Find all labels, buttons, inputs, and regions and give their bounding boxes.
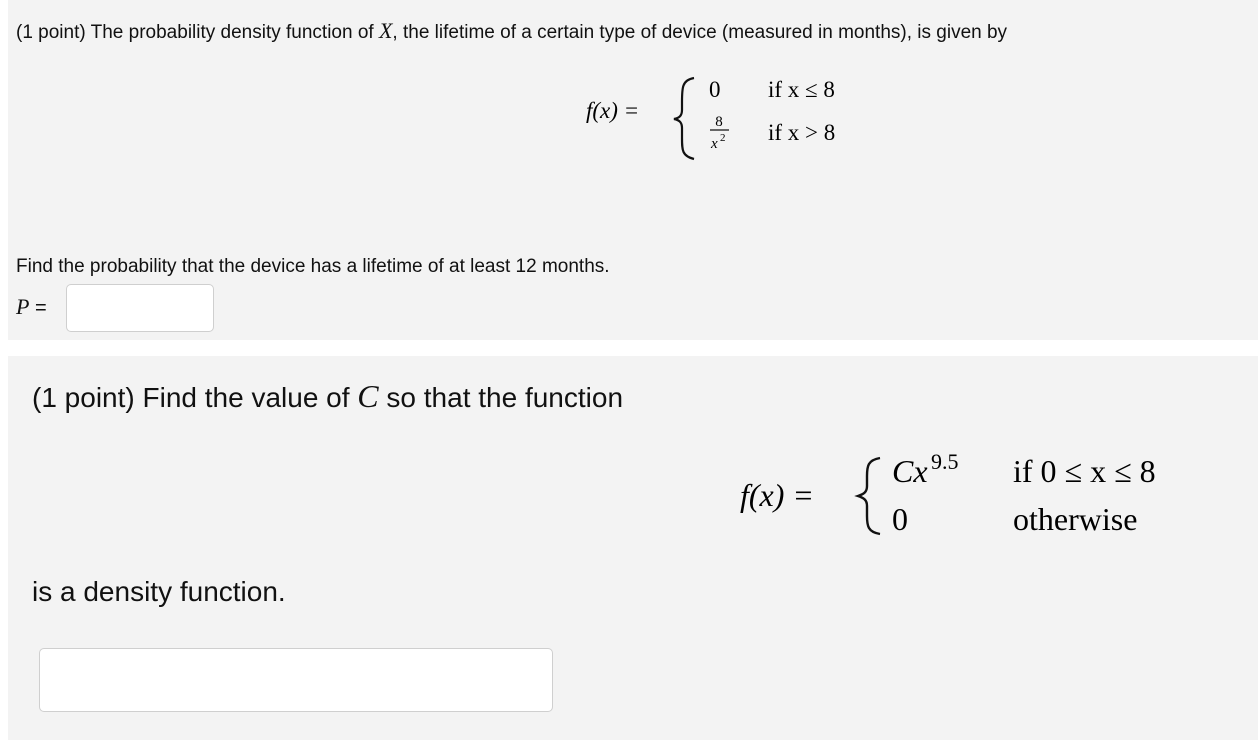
case2-condition: if x > 8 — [768, 120, 836, 145]
problem-1-variable: X — [378, 18, 393, 43]
problem-1-intro-text: (1 point) The probability density function of — [16, 22, 379, 43]
case2-denominator: x — [711, 136, 718, 152]
case1-condition: if 0 ≤ x ≤ 8 — [1013, 453, 1156, 489]
probability-answer-input[interactable] — [66, 284, 214, 332]
problem-2-statement — [32, 378, 623, 415]
case1-coef: Cx — [892, 453, 928, 489]
problem-2-intro-text: (1 point) Find the value of — [32, 382, 358, 413]
problem-1-question: Find the probability that the device has a lifetime of at least 12 months. — [16, 256, 610, 277]
problem-1-statement — [16, 18, 1007, 44]
case1-value: 0 — [709, 77, 721, 102]
case2-numerator: 8 — [715, 114, 723, 130]
problem-2-intro-suffix: so that the function — [378, 382, 624, 413]
left-brace-2 — [858, 458, 880, 534]
problem-1-panel — [8, 0, 1258, 340]
case1-condition: if x ≤ 8 — [768, 77, 835, 102]
answer-label-eq: = — [29, 297, 47, 319]
problem-2-pdf-formula — [728, 444, 1228, 554]
problem-2-panel — [8, 356, 1258, 740]
problem-2-variable: C — [357, 378, 379, 414]
left-brace — [674, 78, 694, 159]
answer-label — [16, 294, 47, 320]
problem-2-outro: is a density function. — [32, 576, 286, 607]
answer-label-var: P — [16, 294, 30, 319]
problem-1-intro-suffix: , the lifetime of a certain type of device (measured in months), is given by — [392, 22, 1008, 43]
pdf2-lhs: f(x) = — [740, 477, 814, 513]
constant-c-answer-input[interactable] — [39, 648, 553, 712]
case2-exponent: 2 — [720, 132, 726, 144]
problem-1-pdf-formula — [578, 68, 878, 168]
case1-exponent: 9.5 — [931, 449, 959, 474]
case2-condition: otherwise — [1013, 501, 1138, 537]
pdf-lhs: f(x) = — [586, 98, 640, 123]
case2-value: 0 — [892, 501, 908, 537]
